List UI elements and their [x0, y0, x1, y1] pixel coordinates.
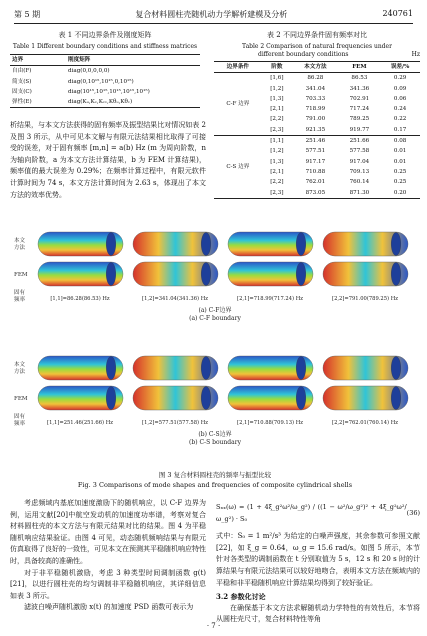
table-cell: [2,1]: [270, 106, 284, 113]
table-cell: 718.99: [305, 106, 326, 113]
mode-shape-cylinder: [323, 356, 408, 380]
table-cell: 0.22: [393, 116, 407, 123]
boundary-condition-cell: C-S 边界: [226, 163, 250, 170]
figure-3: [10, 226, 420, 466]
cylinder-end: [391, 387, 401, 410]
mode-shape-cylinder: [38, 232, 123, 256]
table-2-unit: Hz: [411, 51, 420, 58]
table-cell: 0.06: [393, 95, 407, 102]
boundary-condition-cell: C-F 边界: [226, 101, 250, 108]
table-cell: 703.33: [305, 95, 326, 102]
cylinder-end: [296, 357, 306, 380]
table-row: [10, 77, 200, 87]
mode-shape-cylinder: [323, 232, 408, 256]
mode-shape-cylinder: [133, 232, 218, 256]
table-row: [10, 87, 200, 97]
table-cell: 0.08: [393, 138, 407, 145]
paragraph: 对于非平稳随机激励，考虑 3 种类型时间调制函数 g(t)[21]，以进行圆柱壳的均匀调制非平稳随机响应，其详细信息如表 3 所示。: [10, 568, 206, 600]
table-cell: 86.28: [307, 75, 324, 82]
frequency-label: [1,1]=251.46(251.66) Hz: [47, 420, 113, 426]
subfigure-caption-en: (b) C-S boundary: [189, 439, 241, 446]
mode-shape-cylinder: [133, 356, 218, 380]
table-cell: 760.14: [349, 179, 370, 186]
row-label-method: 方法: [14, 245, 26, 251]
equation-formula: Sₓₓ(ω) = (1 + 4ξ_g²ω²/ω_g²) / ((1 − ω²/ω_g²)² + 4ξ_g²ω²/ω_g²) · S₀: [216, 503, 407, 523]
table-row: [214, 136, 420, 147]
table-cell: 789.25: [349, 116, 370, 123]
row-label-method: 方法: [14, 369, 26, 375]
table-2-caption-en-line2: different boundary conditions: [258, 51, 349, 58]
frequency-label: [2,2]=762.01(760.14) Hz: [332, 420, 398, 426]
table-cell: 0.24: [393, 106, 407, 113]
table-cell: 577.51: [305, 148, 326, 155]
table-cell: diag(10¹⁵,10¹⁵,10¹⁵,10¹⁵,10¹⁵): [68, 88, 150, 95]
cylinder-end: [106, 357, 116, 380]
table-cell: 0.29: [393, 75, 407, 82]
table-2: [214, 30, 420, 199]
table-2-header: 边界条件: [226, 64, 250, 70]
paragraph: 在确保基于本文方法求解随机动力学特性的有效性后，本节将从圆柱壳尺寸，复合材料特性等角: [216, 603, 420, 624]
row-label-fem: FEM: [14, 272, 28, 278]
cylinder-end: [296, 387, 306, 410]
table-cell: [2,3]: [270, 126, 284, 133]
lower-left-column: [10, 498, 206, 614]
table-2-caption-en: Table 2 Comparison of natural frequencies under: [242, 43, 392, 50]
table-cell: [1,3]: [270, 158, 284, 165]
table-cell: 917.04: [349, 158, 370, 165]
table-1-caption-cn: 表 1 不同边界条件及刚度矩阵: [58, 31, 152, 39]
row-label-fem: FEM: [14, 396, 28, 402]
table-row: [10, 97, 200, 108]
section-title: 3.2 参数化讨论: [216, 592, 266, 602]
table-1-caption-en: Table 1 Different boundary conditions and stiffness matrices: [12, 43, 198, 50]
table-cell: 921.35: [305, 126, 326, 133]
frequency-label: [2,1]=718.99(717.24) Hz: [237, 296, 303, 302]
table-2-header: FEM: [352, 64, 367, 70]
table-cell: diag(0,10¹⁵,10¹⁵,0,10¹⁵): [68, 78, 134, 85]
table-1-header: 边界: [12, 57, 24, 63]
cylinder-end: [201, 387, 211, 410]
table-cell: 固支(C): [12, 88, 32, 95]
page-date-code: 240761: [382, 9, 413, 18]
mode-shape-cylinder: [228, 386, 313, 410]
left-paragraph: 析结果，与本文方法获得的固有频率及振型结果比对情况如表 2 及图 3 所示，从中可见本文解与有限元法结果相比取得了可接受的误差，对于固有频率 [m,n] = a(b) Hz (m 为周向阶数，n 为轴向阶数，a 为本文方法计算结果，b 为 FEM 计算结果)，频率值的最大误差为 0.29%；在频率计算过程中，有限元软件计算时间为 74 s，本文方法计算时间为 2.63 s，体现出了本文方法的效率优势。: [10, 121, 206, 199]
table-cell: [2,3]: [270, 189, 284, 196]
table-2-header: 阶数: [271, 64, 283, 70]
table-cell: [1,2]: [270, 148, 284, 155]
table-cell: 871.30: [349, 189, 370, 196]
cylinder-end: [296, 263, 306, 286]
page-number: · 7 ·: [206, 622, 221, 630]
frequency-label: [2,2]=791.00(789.25) Hz: [332, 296, 398, 302]
table-2-caption-cn: 表 2 不同边界条件固有频率对比: [267, 31, 367, 39]
table-cell: diag(0,0,0,0,0): [68, 68, 110, 75]
table-cell: 341.04: [305, 85, 326, 92]
mode-shape-cylinder: [38, 262, 123, 286]
table-cell: 791.00: [305, 116, 326, 123]
row-label-frequency: 频率: [14, 297, 26, 303]
subfigure-caption-cn: (a) C-F边界: [198, 307, 232, 314]
equation-number: (36): [406, 508, 420, 517]
table-cell: 251.66: [349, 138, 370, 145]
mode-shape-cylinder: [38, 356, 123, 380]
figure-3-caption-en: Fig. 3 Comparisons of mode shapes and frequencies of composite cylindrical shells: [77, 481, 353, 489]
table-cell: [1,2]: [270, 85, 284, 92]
cylinder-end: [201, 263, 211, 286]
table-cell: [1,1]: [270, 138, 284, 145]
row-label-method: 本文: [14, 238, 26, 244]
mode-shape-cylinder: [133, 386, 218, 410]
cylinder-end: [391, 357, 401, 380]
table-cell: diag(Kᵤ,Kᵥ,Kᵥᵥ,Kθᵤ,Kθᵥ): [68, 99, 133, 106]
table-cell: 简支(S): [12, 78, 32, 85]
mode-shape-cylinder: [323, 262, 408, 286]
mode-shape-cylinder: [133, 262, 218, 286]
figure-3-canvas: [10, 226, 420, 466]
row-label-frequency: 频率: [14, 421, 26, 427]
table-cell: 873.05: [305, 189, 326, 196]
mode-shape-cylinder: [228, 262, 313, 286]
cylinder-end: [391, 233, 401, 256]
paragraph: 式中：S₀ = 1 m²/s³ 为给定的白噪声强度，其余参数可参照文献[22]，如 ξ_g = 0.64，ω_g = 15.6 rad/s。如图 5 所示，本节针对各类型的调制函数在 t 分别取值为 5 s，12 s 和 20 s 时的计算结果与有限元法结果可以较好地吻合，表明本文方法在频域内的平稳和非平稳随机响应计算结果均得到了较好验证。: [216, 532, 420, 587]
frequency-label: [1,1]=86.28(86.53) Hz: [50, 296, 110, 302]
table-cell: [2,2]: [270, 116, 284, 123]
table-cell: 0.09: [393, 85, 407, 92]
cylinder-end: [106, 263, 116, 286]
table-cell: 702.91: [349, 95, 370, 102]
table-cell: 709.13: [349, 168, 370, 175]
table-cell: 717.24: [349, 106, 370, 113]
journal-title: 复合材料圆柱壳随机动力学解析建模及分析: [135, 10, 288, 19]
cylinder-end: [201, 233, 211, 256]
page-header: [14, 9, 413, 24]
row-label-method: 本文: [14, 362, 26, 368]
mode-shape-cylinder: [323, 386, 408, 410]
paragraph: 考虑频域内基底加速度激励下的随机响应，以 C-F 边界为例，运用文献[20]中航空发动机的加速度功率谱，考察对复合材料圆柱壳的本文方法与有限元结果对比的结果。图 4 为平稳随机响应结果验证。由图 4 可见，动态随机频响结果与有限元仿真取得了良好的一致性，可见本文在预测其平稳随机响应特性时，具备较高的准确性。: [10, 499, 206, 565]
table-cell: 0.25: [393, 168, 407, 175]
table-cell: 917.17: [305, 158, 326, 165]
table-cell: 弹性(E): [12, 99, 32, 106]
mode-shape-cylinder: [228, 232, 313, 256]
figure-3-caption-cn: 图 3 复合材料圆柱壳的频率与振型比较: [158, 471, 272, 479]
table-cell: 86.53: [351, 75, 368, 82]
frequency-label: [1,2]=341.04(341.36) Hz: [142, 296, 208, 302]
frequency-label: [2,1]=710.88(709.13) Hz: [237, 420, 303, 426]
table-row: [10, 66, 200, 77]
issue-number: 第 5 期: [14, 10, 41, 19]
equation-36: [216, 502, 420, 525]
table-cell: 251.46: [305, 138, 326, 145]
paragraph: 滤波白噪声随机激励 x(t) 的加速度 PSD 函数可表示为: [24, 603, 194, 612]
table-cell: [2,1]: [270, 168, 284, 175]
table-2-header: 本文方法: [304, 64, 327, 70]
cylinder-end: [391, 263, 401, 286]
table-cell: 710.88: [305, 168, 326, 175]
table-cell: 0.01: [393, 148, 407, 155]
table-cell: [1,6]: [270, 75, 284, 82]
table-1-header: 刚度矩阵: [68, 57, 91, 63]
cylinder-end: [201, 357, 211, 380]
table-cell: 341.36: [349, 85, 370, 92]
table-2-header: 误差/%: [390, 64, 410, 70]
subfigure-caption-en: (a) C-F boundary: [189, 315, 241, 322]
table-cell: 0.25: [393, 179, 407, 186]
subfigure-caption-cn: (b) C-S边界: [198, 431, 232, 438]
lower-right-column: [216, 498, 420, 626]
cylinder-end: [296, 233, 306, 256]
frequency-label: [1,2]=577.51(577.58) Hz: [142, 420, 208, 426]
table-cell: 自由(F): [12, 68, 32, 75]
table-cell: 0.20: [393, 189, 407, 196]
table-cell: 919.77: [349, 126, 370, 133]
table-cell: 0.01: [393, 158, 407, 165]
table-cell: 762.01: [305, 179, 326, 186]
row-label-frequency: 固有: [14, 290, 26, 296]
table-cell: [1,3]: [270, 95, 284, 102]
table-row: [214, 73, 420, 84]
mode-shape-cylinder: [228, 356, 313, 380]
table-1: [10, 30, 200, 108]
table-cell: 0.17: [393, 126, 407, 133]
cylinder-end: [106, 233, 116, 256]
cylinder-end: [106, 387, 116, 410]
table-cell: 577.58: [349, 148, 370, 155]
table-cell: [2,2]: [270, 179, 284, 186]
mode-shape-cylinder: [38, 386, 123, 410]
row-label-frequency: 固有: [14, 414, 26, 420]
